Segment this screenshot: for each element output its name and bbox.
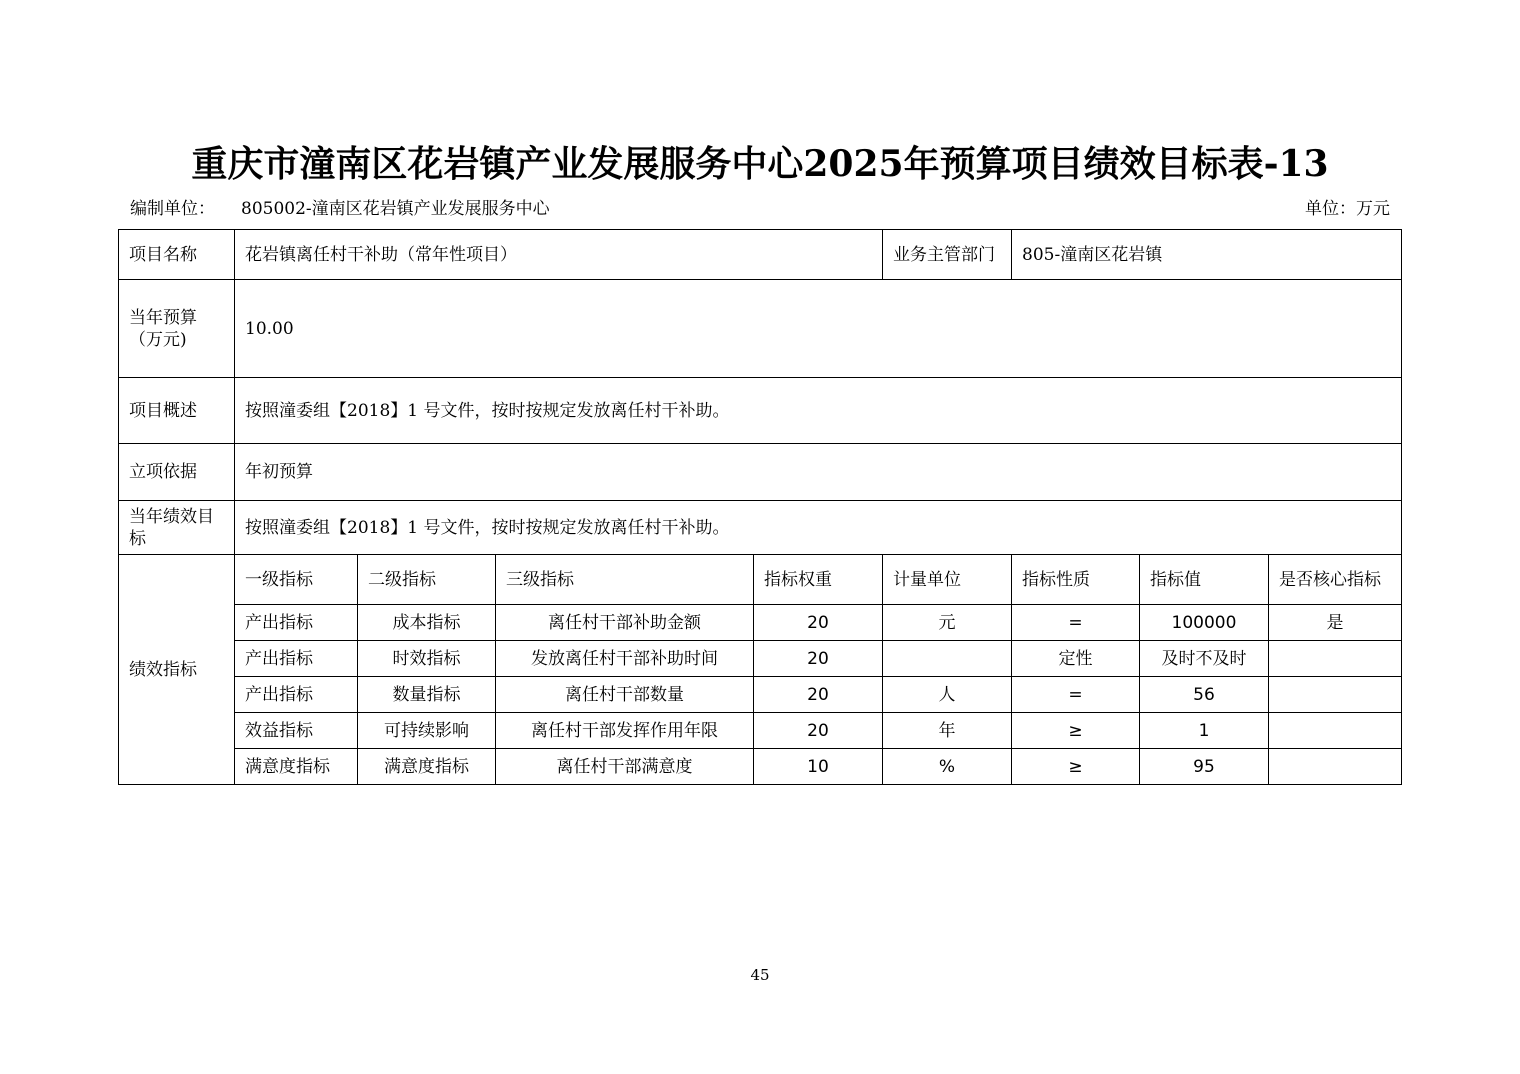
page-number: 45 bbox=[750, 966, 770, 984]
basis-row bbox=[119, 444, 1402, 501]
table-row bbox=[119, 677, 1402, 713]
performance-table bbox=[118, 229, 1402, 785]
budget-row bbox=[119, 280, 1402, 378]
row-weight: 10 bbox=[754, 749, 883, 785]
row-value: 100000 bbox=[1140, 605, 1269, 641]
row-core bbox=[1269, 677, 1402, 713]
indicator-header-row bbox=[119, 555, 1402, 605]
currency-unit: 单位：万元 bbox=[1305, 199, 1390, 219]
row-weight: 20 bbox=[754, 713, 883, 749]
row-level3: 离任村干部补助金额 bbox=[496, 605, 754, 641]
row-value: 56 bbox=[1140, 677, 1269, 713]
row-core bbox=[1269, 749, 1402, 785]
basis-value: 年初预算 bbox=[235, 444, 1402, 501]
goal-label: 当年绩效目标 bbox=[119, 501, 235, 555]
row-level2: 成本指标 bbox=[358, 605, 496, 641]
row-unit bbox=[883, 641, 1012, 677]
summary-label: 项目概述 bbox=[119, 378, 235, 444]
row-level2: 时效指标 bbox=[358, 641, 496, 677]
table-row bbox=[119, 713, 1402, 749]
summary-row bbox=[119, 378, 1402, 444]
row-nature: = bbox=[1012, 605, 1140, 641]
row-level1: 产出指标 bbox=[235, 605, 358, 641]
row-level3: 离任村干部数量 bbox=[496, 677, 754, 713]
basis-label: 立项依据 bbox=[119, 444, 235, 501]
page-title: 重庆市潼南区花岩镇产业发展服务中心2025年预算项目绩效目标表-13 bbox=[191, 143, 1329, 185]
row-level2: 数量指标 bbox=[358, 677, 496, 713]
budget-value: 10.00 bbox=[235, 280, 1402, 378]
row-level1: 产出指标 bbox=[235, 641, 358, 677]
header-weight: 指标权重 bbox=[754, 555, 883, 605]
row-level1: 满意度指标 bbox=[235, 749, 358, 785]
summary-value: 按照潼委组【2018】1 号文件，按时按规定发放离任村干补助。 bbox=[235, 378, 1402, 444]
budget-label: 当年预算（万元) bbox=[119, 280, 235, 378]
row-unit: 年 bbox=[883, 713, 1012, 749]
row-weight: 20 bbox=[754, 605, 883, 641]
row-level1: 效益指标 bbox=[235, 713, 358, 749]
row-core: 是 bbox=[1269, 605, 1402, 641]
row-unit: 人 bbox=[883, 677, 1012, 713]
table-row bbox=[119, 641, 1402, 677]
header-unit: 计量单位 bbox=[883, 555, 1012, 605]
row-nature: ≥ bbox=[1012, 713, 1140, 749]
goal-value: 按照潼委组【2018】1 号文件，按时按规定发放离任村干补助。 bbox=[235, 501, 1402, 555]
header-level2: 二级指标 bbox=[358, 555, 496, 605]
row-core bbox=[1269, 713, 1402, 749]
header-value: 指标值 bbox=[1140, 555, 1269, 605]
row-level2: 满意度指标 bbox=[358, 749, 496, 785]
row-value: 1 bbox=[1140, 713, 1269, 749]
row-level2: 可持续影响 bbox=[358, 713, 496, 749]
row-level3: 离任村干部满意度 bbox=[496, 749, 754, 785]
project-name-row bbox=[119, 230, 1402, 280]
table-row bbox=[119, 749, 1402, 785]
row-nature: = bbox=[1012, 677, 1140, 713]
row-level3: 离任村干部发挥作用年限 bbox=[496, 713, 754, 749]
row-core bbox=[1269, 641, 1402, 677]
goal-row bbox=[119, 501, 1402, 555]
row-nature: ≥ bbox=[1012, 749, 1140, 785]
row-level3: 发放离任村干部补助时间 bbox=[496, 641, 754, 677]
row-nature: 定性 bbox=[1012, 641, 1140, 677]
project-name-label: 项目名称 bbox=[119, 230, 235, 280]
dept-label: 业务主管部门 bbox=[883, 230, 1012, 280]
row-weight: 20 bbox=[754, 677, 883, 713]
header-nature: 指标性质 bbox=[1012, 555, 1140, 605]
indicators-section-label: 绩效指标 bbox=[119, 555, 235, 785]
row-unit: % bbox=[883, 749, 1012, 785]
row-value: 及时不及时 bbox=[1140, 641, 1269, 677]
compiling-unit-value: 805002-潼南区花岩镇产业发展服务中心 bbox=[241, 199, 550, 219]
compiling-unit bbox=[130, 194, 550, 219]
dept-value: 805-潼南区花岩镇 bbox=[1012, 230, 1402, 280]
header-core: 是否核心指标 bbox=[1269, 555, 1402, 605]
project-name-value: 花岩镇离任村干补助（常年性项目） bbox=[235, 230, 883, 280]
row-unit: 元 bbox=[883, 605, 1012, 641]
row-level1: 产出指标 bbox=[235, 677, 358, 713]
table-row bbox=[119, 605, 1402, 641]
header-level3: 三级指标 bbox=[496, 555, 754, 605]
row-value: 95 bbox=[1140, 749, 1269, 785]
row-weight: 20 bbox=[754, 641, 883, 677]
compiling-unit-label: 编制单位： bbox=[130, 199, 215, 219]
header-level1: 一级指标 bbox=[235, 555, 358, 605]
